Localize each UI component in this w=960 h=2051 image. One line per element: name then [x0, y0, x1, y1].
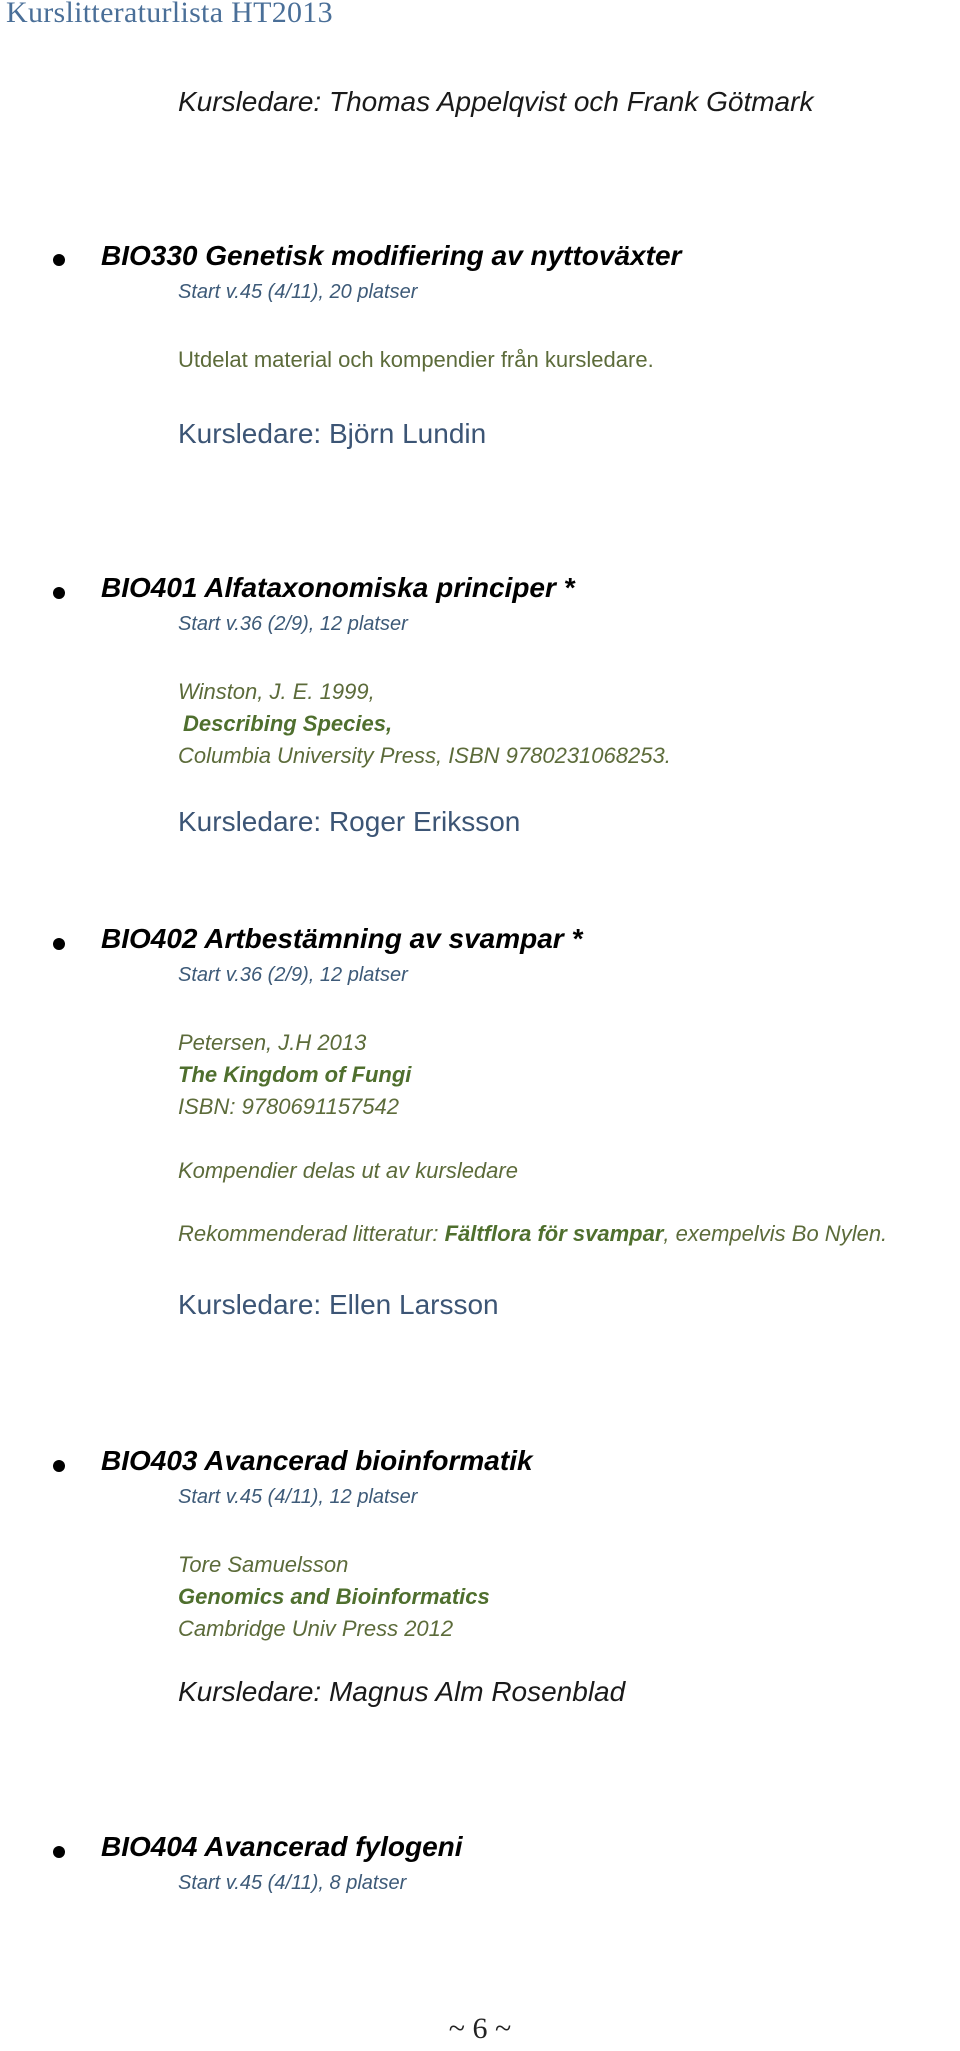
course-start: Start v.45 (4/11), 8 platser — [178, 1872, 407, 1894]
course-start: Start v.36 (2/9), 12 platser — [178, 613, 408, 635]
book-publisher: Cambridge Univ Press 2012 — [178, 1616, 454, 1641]
course-title: BIO402 Artbestämning av svampar * — [101, 923, 583, 954]
course-leader: Kursledare: Thomas Appelqvist och Frank Götmark — [178, 86, 814, 117]
course-title: BIO401 Alfataxonomiska principer * — [101, 572, 575, 603]
book-title: Describing Species, — [183, 711, 393, 736]
book-author: Petersen, J.H 2013 — [178, 1030, 367, 1055]
course-start: Start v.45 (4/11), 20 platser — [178, 281, 418, 303]
course-leader: Kursledare: Björn Lundin — [178, 418, 487, 449]
course-start: Start v.45 (4/11), 12 platser — [178, 1486, 418, 1508]
bullet-icon — [53, 1846, 65, 1858]
bullet-icon — [53, 587, 65, 599]
course-title: BIO404 Avancerad fylogeni — [101, 1831, 463, 1862]
course-leader: Kursledare: Ellen Larsson — [178, 1289, 499, 1320]
book-title: Genomics and Bioinformatics — [178, 1584, 490, 1609]
bullet-icon — [53, 938, 65, 950]
compendium-note: Kompendier delas ut av kursledare — [178, 1158, 518, 1183]
book-publisher: Columbia University Press, ISBN 9780231068253. — [178, 743, 671, 768]
book-title: The Kingdom of Fungi — [178, 1062, 412, 1087]
course-title: BIO330 Genetisk modifiering av nyttoväxter — [101, 240, 682, 271]
bullet-icon — [53, 1460, 65, 1472]
book-isbn: ISBN: 9780691157542 — [178, 1094, 399, 1119]
course-leader: Kursledare: Magnus Alm Rosenblad — [178, 1676, 626, 1707]
course-title: BIO403 Avancerad bioinformatik — [101, 1445, 533, 1476]
book-author: Tore Samuelsson — [178, 1552, 349, 1577]
recommended-literature: Rekommenderad litteratur: Fältflora för svampar, exempelvis Bo Nylen. — [178, 1221, 888, 1246]
course-material: Utdelat material och kompendier från kursledare. — [178, 347, 654, 372]
book-author: Winston, J. E. 1999, — [178, 679, 375, 704]
course-leader: Kursledare: Roger Eriksson — [178, 806, 521, 837]
page-number: ~ 6 ~ — [448, 2012, 512, 2045]
page-header-title: Kurslitteraturlista HT2013 — [6, 0, 333, 29]
course-start: Start v.36 (2/9), 12 platser — [178, 964, 408, 986]
bullet-icon — [53, 254, 65, 266]
